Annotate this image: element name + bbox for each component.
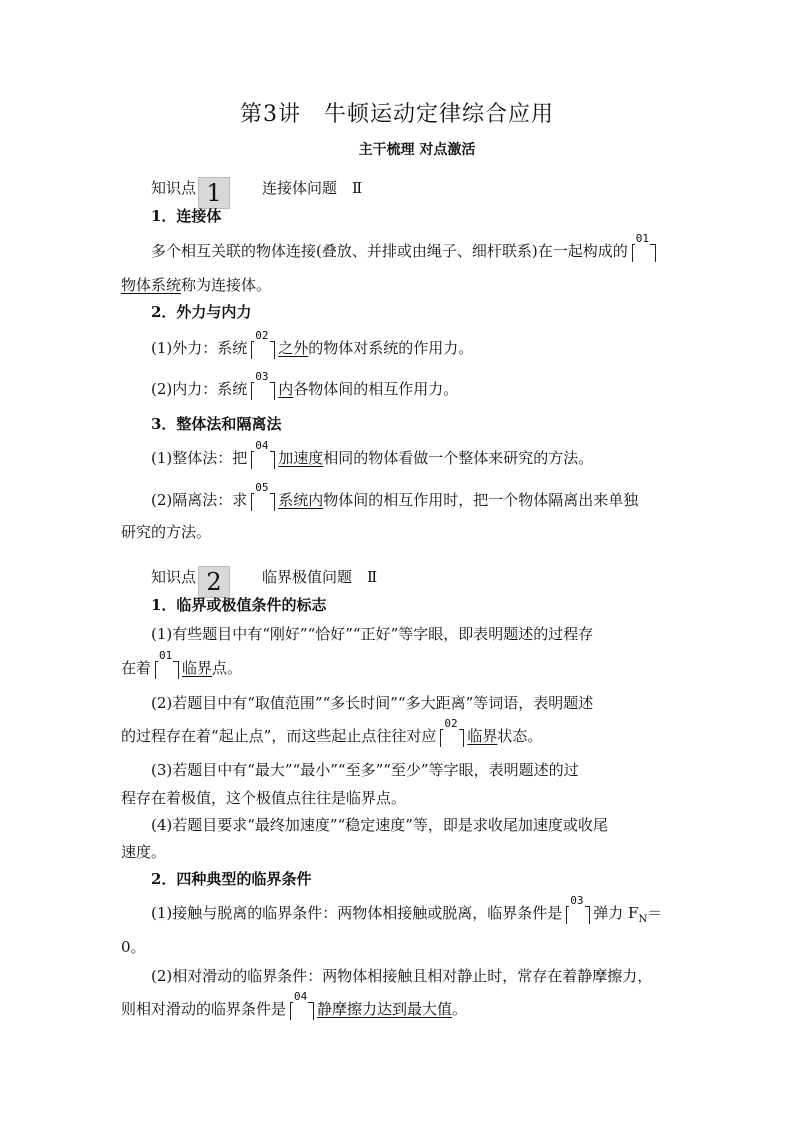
answer-blank[interactable]: 02 (440, 725, 464, 747)
section-heading: 1．临界或极值条件的标志 (151, 596, 327, 614)
paragraph-line: 的过程存在着“起止点”，而这些起止点往往对应 02 临界状态。 (121, 717, 543, 745)
paragraph-line: (2)隔离法：求 05 系统内物体间的相互作用时，把一个物体隔离出来单独 (151, 481, 639, 509)
paragraph-line: (1)有些题目中有“刚好”“恰好”“正好”等字眼，即表明题述的过程存 (151, 625, 594, 643)
paragraph-line: (1)外力：系统 02 之外的物体对系统的作用力。 (151, 329, 474, 357)
answer-text: 物体系统 (121, 276, 182, 294)
paragraph-line: 在着 01 临界点。 (121, 649, 243, 677)
answer-blank[interactable]: 02 (251, 337, 275, 359)
kp-number-badge: 1 (198, 177, 230, 209)
paragraph-line: 研究的方法。 (121, 523, 212, 541)
answer-blank[interactable]: 04 (290, 998, 314, 1020)
paragraph-line: (4)若题目要求“最终加速度”“稳定速度”等，即是求收尾加速度或收尾 (151, 816, 608, 834)
answer-text: 加速度 (278, 449, 324, 467)
paragraph-line: 程存在着极值，这个极值点往往是临界点。 (121, 789, 407, 807)
paragraph-line: (3)若题目中有“最大”“最小”“至多”“至少”等字眼，表明题述的过 (151, 761, 579, 779)
kp-name: 连接体问题 (262, 179, 338, 197)
kp-level: Ⅱ (352, 179, 363, 197)
paragraph-line: 则相对滑动的临界条件是 04 静摩擦力达到最大值。 (121, 990, 468, 1018)
answer-blank[interactable]: 01 (632, 240, 656, 262)
paragraph-line: 速度。 (121, 843, 167, 861)
section-heading: 1．连接体 (151, 207, 222, 225)
answer-blank[interactable]: 03 (251, 378, 275, 400)
section-heading: 3．整体法和隔离法 (151, 415, 282, 433)
section-heading: 2．四种典型的临界条件 (151, 870, 312, 888)
paragraph-line: 多个相互关联的物体连接(叠放、并排或由绳子、细杆联系)在一起构成的 01 (151, 240, 681, 262)
answer-blank[interactable]: 04 (251, 447, 275, 469)
page-subtitle: 主干梳理 对点激活 (358, 142, 476, 158)
paragraph-line: (1)接触与脱离的临界条件：两物体相接触或脱离，临界条件是 03 弹力 $F_N=$ (151, 894, 663, 925)
paragraph-line: (2)内力：系统 03 内各物体间的相互作用力。 (151, 370, 459, 398)
answer-text: 内 (278, 380, 294, 398)
answer-blank[interactable]: 01 (155, 657, 179, 679)
paragraph-line: (2)若题目中有“取值范围”“多长时间”“多大距离”等词语，表明题述 (151, 694, 594, 712)
answer-text: 临界 (467, 727, 498, 745)
section-heading: 2．外力与内力 (151, 303, 252, 321)
answer-blank[interactable]: 05 (251, 489, 275, 511)
paragraph-line: 物体系统称为连接体。 (121, 276, 272, 294)
kp-number-badge: 2 (198, 566, 230, 598)
paragraph-line: 0。 (121, 938, 146, 956)
answer-text: 静摩擦力达到最大值 (317, 1000, 453, 1018)
paragraph-line: (1)整体法：把 04 加速度相同的物体看做一个整体来研究的方法。 (151, 439, 594, 467)
kp-level: Ⅱ (367, 568, 378, 586)
answer-blank[interactable]: 03 (566, 902, 590, 924)
paragraph-line: (2)相对滑动的临界条件：两物体相接触且相对静止时，常存在着静摩擦力， (151, 967, 653, 985)
kp-label: 知识点 (151, 179, 197, 197)
answer-text: 临界 (182, 659, 213, 677)
answer-text: 系统内 (278, 491, 324, 509)
kp-name: 临界极值问题 (262, 568, 353, 586)
page-title: 第3讲 牛顿运动定律综合应用 (240, 102, 554, 127)
kp-label: 知识点 (151, 568, 197, 586)
answer-text: 之外 (278, 339, 309, 357)
